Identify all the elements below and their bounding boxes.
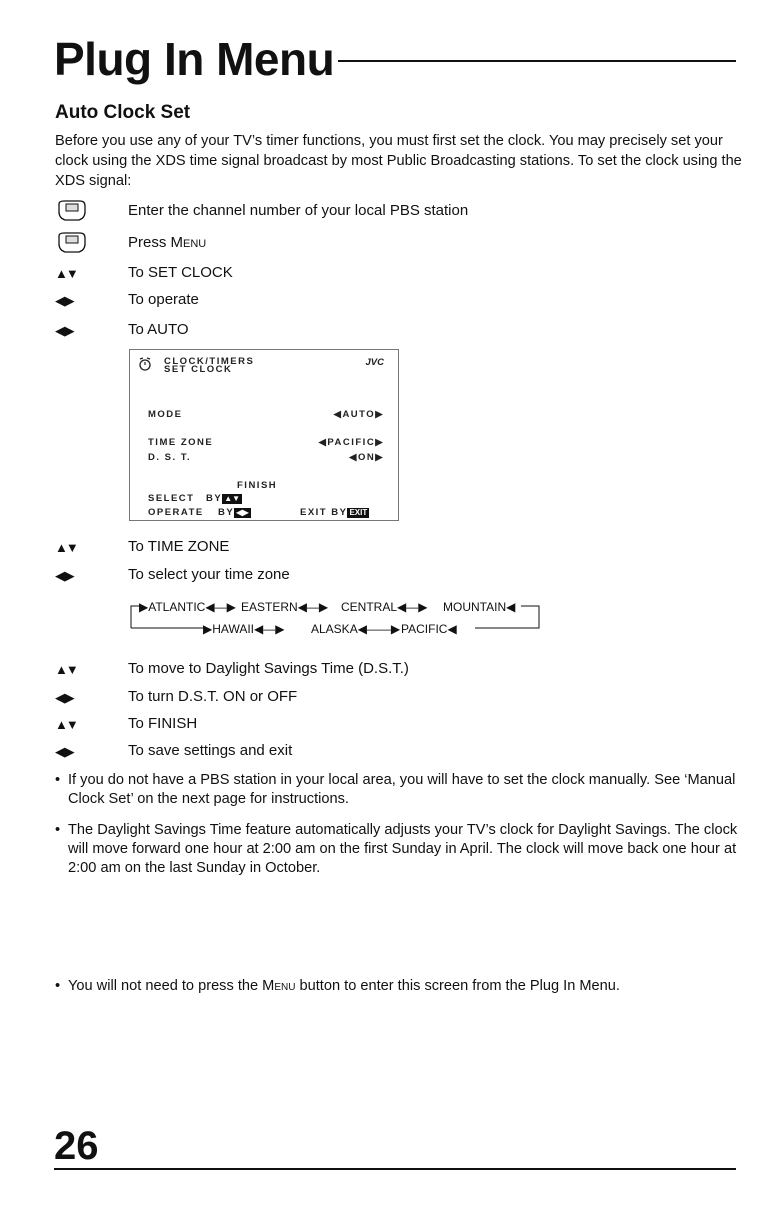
tz-atlantic: ▶ATLANTIC◀—▶: [139, 600, 236, 614]
title-rule: [338, 60, 736, 62]
tz-eastern: EASTERN◀—▶: [241, 600, 329, 614]
step-save-exit: [55, 740, 745, 764]
step-text: To turn D.S.T. ON or OFF: [128, 688, 298, 705]
osd-select-by: BY ▲▼: [206, 493, 241, 504]
left-right-arrows-icon: ◀ ▶: [55, 744, 73, 759]
step-press-menu: [55, 232, 745, 256]
step-text: To TIME ZONE: [128, 538, 230, 555]
up-down-arrows-icon: ▲▼: [55, 540, 77, 555]
step-finish: [55, 713, 745, 737]
left-right-arrows-icon: ◀ ▶: [55, 568, 73, 583]
step-auto: [55, 319, 745, 343]
step-time-zone: [55, 536, 745, 560]
tz-hawaii: ▶HAWAII◀—▶: [203, 622, 285, 636]
osd-dst-label: D. S. T.: [148, 452, 192, 463]
bullet-icon: •: [55, 772, 61, 788]
footer-rule: [54, 1168, 736, 1170]
up-down-arrows-icon: ▲▼: [55, 717, 77, 732]
left-right-button-icon: ◀▶: [236, 508, 249, 517]
up-down-arrows-icon: ▲▼: [55, 662, 77, 677]
osd-mode-label: MODE: [148, 409, 183, 420]
note-dst: • The Daylight Savings Time feature automatically adjusts your TV’s clock for Daylight Savings. The clock will move forward one hour at 2:00 am on the first Sunday in April. The clock will move back one hour at 2:00 am on the last Sunday in October.: [55, 822, 738, 876]
bullet-icon: •: [55, 978, 61, 994]
time-zone-cycle-diagram: [129, 598, 541, 634]
tz-alaska: ALASKA◀——▶: [311, 622, 401, 636]
step-text: To save settings and exit: [128, 742, 293, 759]
note-menu: • You will not need to press the Menu button to enter this screen from the Plug In Menu.: [55, 978, 620, 994]
exit-button-icon: EXIT: [349, 508, 368, 517]
step-text: To AUTO: [128, 321, 189, 338]
osd-select-label: SELECT: [148, 493, 195, 504]
tz-central: CENTRAL◀—▶: [341, 600, 428, 614]
step-text: Enter the channel number of your local PBS station: [128, 202, 469, 219]
left-right-arrows-icon: ◀ ▶: [55, 690, 73, 705]
osd-header-2: SET CLOCK: [164, 364, 233, 375]
remote-icon: [55, 232, 95, 256]
osd-timezone-label: TIME ZONE: [148, 437, 214, 448]
step-text: To SET CLOCK: [128, 264, 233, 281]
osd-finish: FINISH: [237, 480, 278, 491]
left-right-arrows-icon: ◀ ▶: [55, 323, 73, 338]
osd-header-1: CLOCK/TIMERS: [164, 356, 255, 367]
up-down-arrows-icon: ▲▼: [55, 266, 77, 281]
osd-exit: EXIT BY EXIT: [300, 507, 368, 518]
section-title: Auto Clock Set: [55, 102, 191, 123]
left-right-arrows-icon: ◀ ▶: [55, 293, 73, 308]
tz-pacific: PACIFIC◀: [401, 622, 457, 636]
step-move-dst: [55, 658, 745, 682]
remote-icon: [55, 200, 95, 224]
step-text: Press Menu: [128, 234, 207, 251]
step-text: To FINISH: [128, 715, 198, 732]
step-text: To move to Daylight Savings Time (D.S.T.): [128, 660, 409, 677]
note-no-pbs: • If you do not have a PBS station in your local area, you will have to set the clock manually. See ‘Manual Clock Set’ on the next page for instructions.: [55, 772, 736, 807]
step-toggle-dst: [55, 686, 745, 710]
step-text: To select your time zone: [128, 566, 290, 583]
step-operate: [55, 289, 745, 313]
step-select-zone: [55, 564, 745, 588]
step-text: To operate: [128, 291, 199, 308]
osd-operate-by: BY ◀▶: [218, 507, 249, 518]
jvc-logo: JVC: [365, 357, 384, 368]
step-enter-channel: [55, 200, 745, 224]
osd-mode-value: ◀AUTO▶: [333, 409, 384, 420]
bullet-icon: •: [55, 822, 61, 838]
page-title: Plug In Menu: [54, 33, 335, 85]
osd-timezone-value: ◀PACIFIC▶: [318, 437, 384, 448]
osd-screen: [129, 349, 399, 521]
step-set-clock: [55, 262, 745, 286]
tz-mountain: MOUNTAIN◀: [443, 600, 516, 614]
page-number: 26: [54, 1124, 99, 1168]
clock-icon: [138, 356, 152, 372]
osd-dst-value: ◀ON▶: [349, 452, 384, 463]
up-down-button-icon: ▲▼: [224, 494, 241, 503]
osd-operate-label: OPERATE: [148, 507, 204, 518]
intro-paragraph: Before you use any of your TV’s timer functions, you must first set the clock. You may precisely set your clock using the XDS time signal broadcast by most Public Broadcasting stations. To set the clock using the XDS signal:: [55, 133, 742, 189]
